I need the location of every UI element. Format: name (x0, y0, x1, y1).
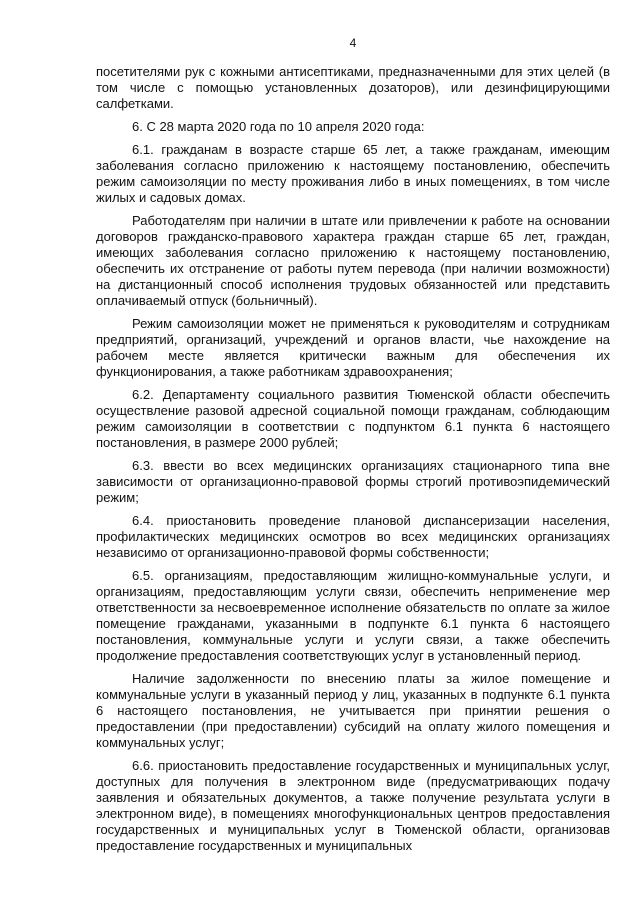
paragraph-6-6: 6.6. приостановить предоставление государственных и муниципальных услуг, доступных для получения в электронном виде (предусматривающих подачу заявления и обязательных документов, а также получение результата услуги в электронном виде), в помещениях многофункциональных центров предоставления государственных и муниципальных услуг в Тюменской области, организовав предоставление государственных и муниципальных (96, 758, 610, 853)
page-number: 4 (349, 36, 357, 50)
paragraph-6-4: 6.4. приостановить проведение плановой диспансеризации населения, профилактических медицинских осмотров во всех медицинских организациях независимо от организационно-правовой формы собственности; (96, 513, 610, 560)
paragraph-debt-note: Наличие задолженности по внесению платы за жилое помещение и коммунальные услуги в указанный период у лиц, указанных в подпункте 6.1 пункта 6 настоящего постановления, не учитывается при принятии решения о предоставлении (при предоставлении) субсидий на оплату жилого помещения и коммунальных услуг; (96, 671, 610, 750)
paragraph-self-isolation-exceptions: Режим самоизоляции может не применяться к руководителям и сотрудникам предприятий, организаций, учреждений и органов власти, чье нахождение на рабочем месте является критически важным для обеспечения их функционирования, а также работникам здравоохранения; (96, 316, 610, 379)
paragraph-employers: Работодателям при наличии в штате или привлечении к работе на основании договоров гражданско-правового характера граждан старше 65 лет, граждан, имеющих заболевания согласно приложению к настоящему постановлению, обеспечить их отстранение от работы путем перевода (при наличии возможности) на дистанционный способ исполнения трудовых обязанностей или представить оплачиваемый отпуск (больничный). (96, 213, 610, 308)
paragraph-6-5: 6.5. организациям, предоставляющим жилищно-коммунальные услуги, и организациям, предоставляющим услуги связи, обеспечить неприменение мер ответственности за несвоевременное исполнение обязательств по оплате за жилое помещение гражданами, указанными в подпункте 6.1 пункта 6 настоящего постановления, коммунальные услуги и услуги связи, а также обеспечить продолжение предоставления соответствующих услуг в установленный период. (96, 568, 610, 663)
paragraph-6-3: 6.3. ввести во всех медицинских организациях стационарного типа вне зависимости от организационно-правовой формы строгий противоэпидемический режим; (96, 458, 610, 505)
paragraph-continuation: посетителями рук с кожными антисептиками, предназначенными для этих целей (в том числе с помощью установленных дозаторов), или дезинфицирующими салфетками. (96, 64, 610, 111)
paragraph-6-2: 6.2. Департаменту социального развития Тюменской области обеспечить осуществление разовой адресной социальной помощи гражданам, соблюдающим режим самоизоляции в соответствии с подпунктом 6.1 пункта 6 настоящего постановления, в размере 2000 рублей; (96, 387, 610, 450)
paragraph-6-1: 6.1. гражданам в возрасте старше 65 лет, а также гражданам, имеющим заболевания согласно приложению к настоящему постановлению, обеспечить режим самоизоляции по месту проживания либо в иных помещениях, в том числе жилых и садовых домах. (96, 142, 610, 205)
document-page (96, 0, 610, 905)
document-body (96, 64, 610, 861)
paragraph-section-6: 6. С 28 марта 2020 года по 10 апреля 2020 года: (132, 119, 425, 134)
